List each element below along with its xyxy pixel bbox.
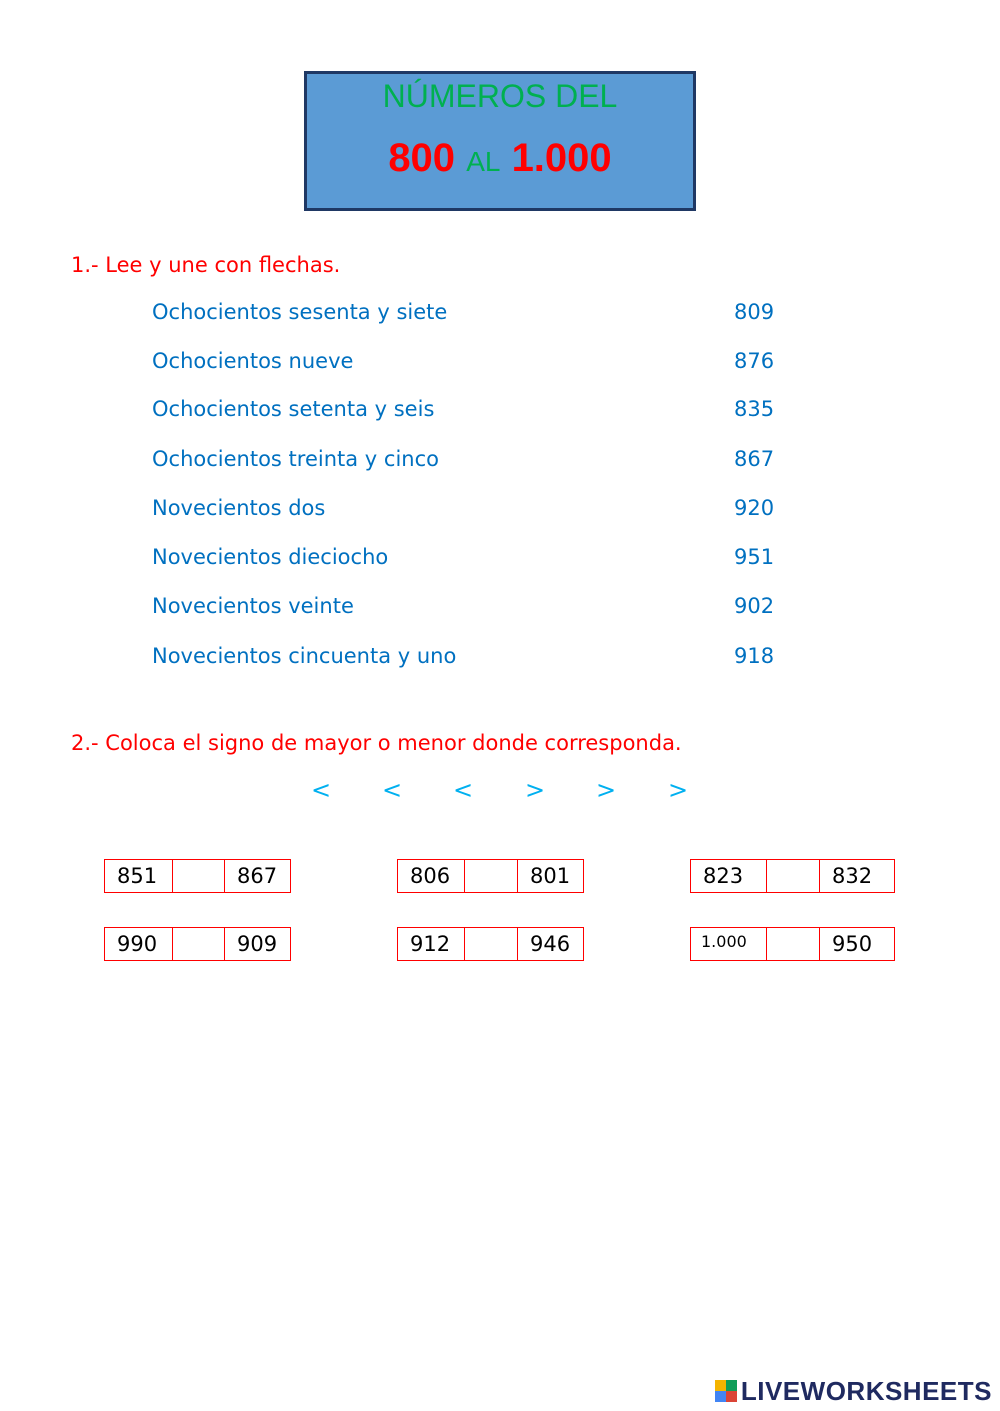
title-line2: [307, 136, 693, 181]
right-number: 801: [530, 864, 571, 888]
sign-bank: [0, 776, 1000, 808]
sign-drop-slot[interactable]: [172, 928, 225, 960]
match-words[interactable]: Ochocientos nueve: [152, 349, 354, 373]
left-number: 1.000: [701, 932, 747, 951]
match-words[interactable]: Novecientos dos: [152, 496, 326, 520]
liveworksheets-logo: [715, 1376, 992, 1406]
match-words[interactable]: Ochocientos setenta y seis: [152, 397, 435, 421]
match-number[interactable]: 876: [734, 349, 775, 373]
right-number: 946: [530, 932, 571, 956]
greater-than-sign[interactable]: >: [668, 776, 689, 804]
comparison-box: [104, 927, 291, 961]
left-number: 851: [117, 864, 158, 888]
less-than-sign[interactable]: <: [382, 776, 403, 804]
logo-square: [715, 1391, 726, 1402]
logo-square: [726, 1380, 737, 1391]
match-number[interactable]: 835: [734, 397, 775, 421]
logo-square: [726, 1391, 737, 1402]
left-number: 912: [410, 932, 451, 956]
comparison-box: [397, 859, 584, 893]
match-words[interactable]: Novecientos veinte: [152, 594, 354, 618]
match-number[interactable]: 918: [734, 644, 775, 668]
right-number: 909: [237, 932, 278, 956]
sign-drop-slot[interactable]: [766, 928, 820, 960]
exercise2-heading: 2.- Coloca el signo de mayor o menor donde corresponda.: [71, 731, 682, 755]
match-number[interactable]: 951: [734, 545, 775, 569]
comparison-box: [104, 859, 291, 893]
sign-drop-slot[interactable]: [766, 860, 820, 892]
left-number: 990: [117, 932, 158, 956]
match-number[interactable]: 809: [734, 300, 775, 324]
right-number: 867: [237, 864, 278, 888]
right-number: 950: [832, 932, 873, 956]
title-from: 800: [388, 136, 456, 180]
less-than-sign[interactable]: <: [311, 776, 332, 804]
match-words[interactable]: Ochocientos treinta y cinco: [152, 447, 439, 471]
logo-mark-icon: [715, 1380, 737, 1402]
sign-drop-slot[interactable]: [172, 860, 225, 892]
match-number[interactable]: 920: [734, 496, 775, 520]
title-to: 1.000: [511, 136, 612, 180]
title-line1: NÚMEROS DEL: [382, 78, 618, 114]
right-number: 832: [832, 864, 873, 888]
greater-than-sign[interactable]: >: [596, 776, 617, 804]
comparison-box: [397, 927, 584, 961]
match-words[interactable]: Novecientos cincuenta y uno: [152, 644, 457, 668]
logo-square: [715, 1380, 726, 1391]
greater-than-sign[interactable]: >: [525, 776, 546, 804]
title-connector: AL: [466, 146, 501, 177]
match-number[interactable]: 867: [734, 447, 775, 471]
match-words[interactable]: Novecientos dieciocho: [152, 545, 389, 569]
comparison-box: [690, 859, 895, 893]
left-number: 806: [410, 864, 451, 888]
exercise1-heading: 1.- Lee y une con flechas.: [71, 253, 341, 277]
match-number[interactable]: 902: [734, 594, 775, 618]
match-words[interactable]: Ochocientos sesenta y siete: [152, 300, 448, 324]
logo-text: LIVEWORKSHEETS: [740, 1375, 992, 1406]
left-number: 823: [703, 864, 744, 888]
sign-drop-slot[interactable]: [464, 860, 518, 892]
title-box: [304, 71, 696, 211]
sign-drop-slot[interactable]: [464, 928, 518, 960]
comparison-box: [690, 927, 895, 961]
less-than-sign[interactable]: <: [453, 776, 474, 804]
